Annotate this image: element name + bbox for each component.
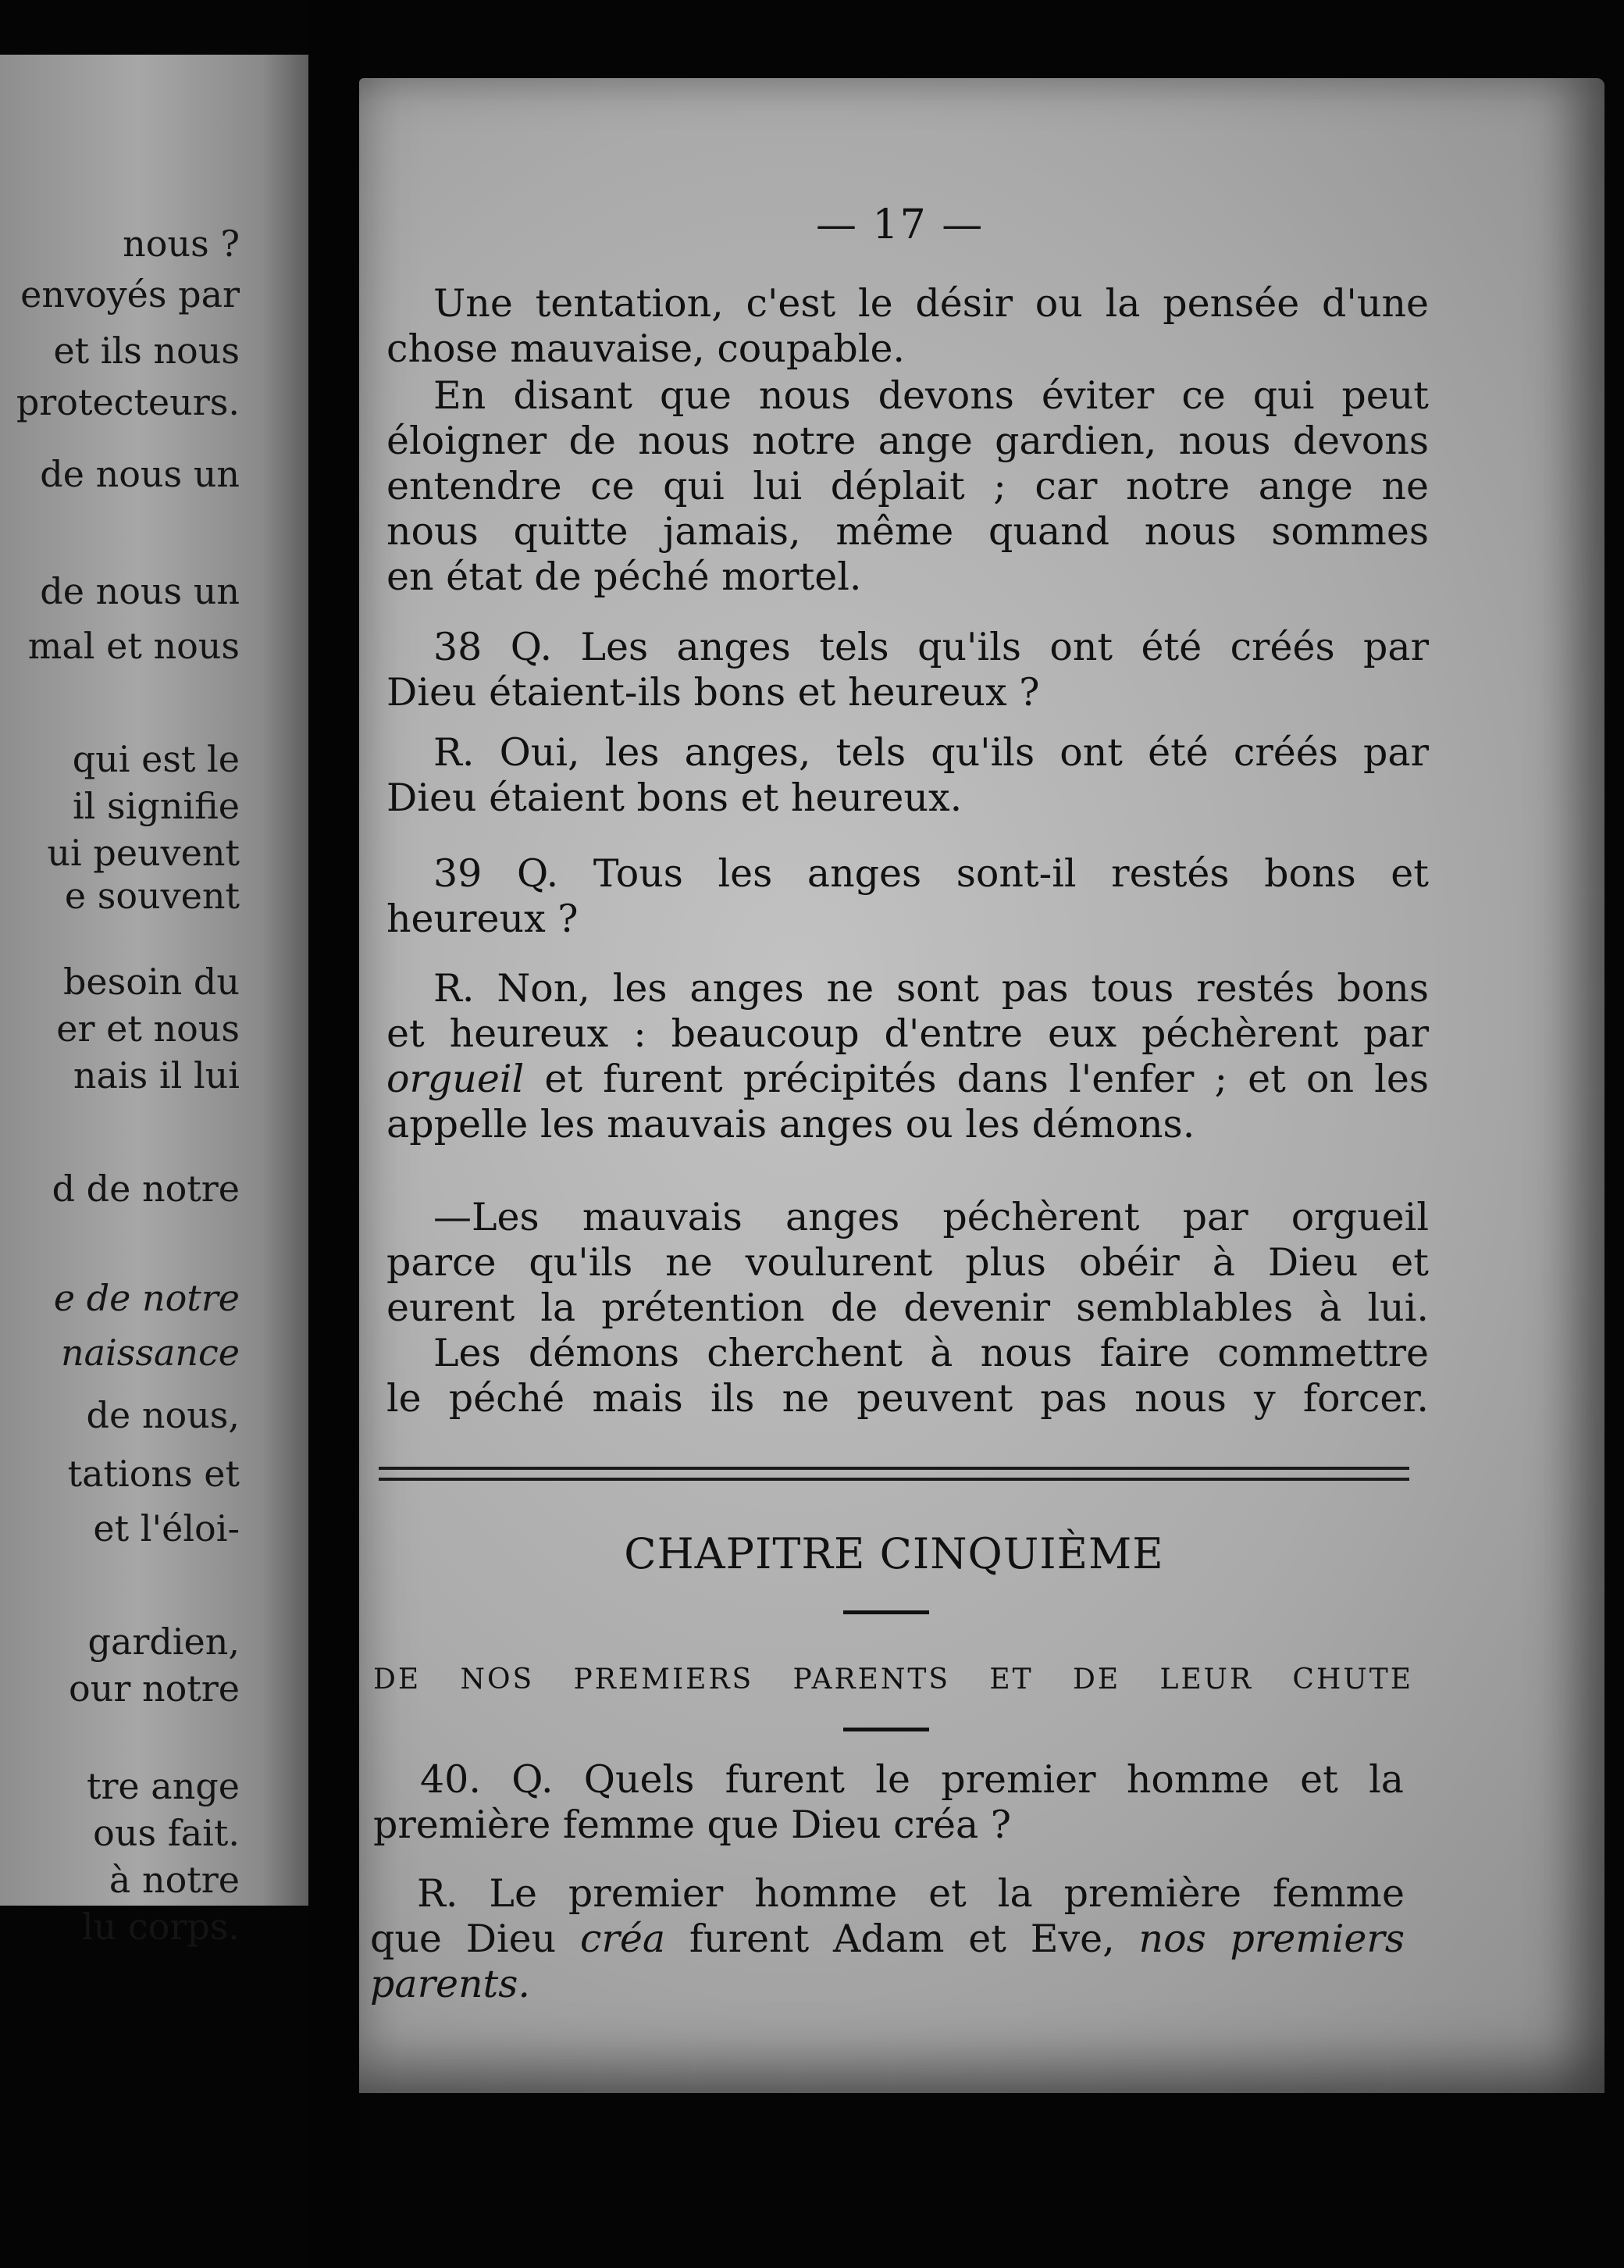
text-line: éloigner de nous notre ange gardien, nous devons: [386, 419, 1429, 463]
text-line: en état de péché mortel.: [386, 555, 862, 599]
left-page-line: nais il lui: [73, 1054, 240, 1097]
left-page-line: et ils nous: [53, 330, 240, 372]
text-line: 38 Q. Les anges tels qu'ils ont été créés par: [433, 625, 1429, 669]
text-line: première femme que Dieu créa ?: [373, 1803, 1012, 1847]
text-line: et heureux : beaucoup d'entre eux péchèrent par: [386, 1011, 1429, 1056]
answer-40: [370, 1871, 1405, 2007]
text-line: 40. Q. Quels furent le premier homme et la: [420, 1757, 1404, 1802]
italic-word: nos premiers: [1138, 1917, 1405, 1961]
text-line: [386, 1057, 1429, 1102]
left-page-line: d de notre: [52, 1168, 240, 1210]
left-page-line: protecteurs.: [16, 381, 240, 423]
left-page-line: qui est le: [72, 738, 240, 780]
text-line: entendre ce qui lui déplait ; car notre ange ne: [386, 464, 1429, 508]
section-rule-top: [379, 1467, 1409, 1470]
left-page-line: de nous un: [40, 453, 240, 495]
text-line: parce qu'ils ne voulurent plus obéir à Dieu et: [386, 1240, 1429, 1285]
italic-word: créa: [580, 1917, 666, 1961]
left-page-line: de nous un: [40, 570, 240, 612]
text-line: R. Non, les anges ne sont pas tous restés bons: [433, 966, 1429, 1011]
title-rule: [843, 1610, 929, 1614]
left-page-line: tre ange: [86, 1765, 240, 1807]
text-line: —Les mauvais anges péchèrent par orgueil: [433, 1195, 1429, 1239]
text-line: nous quitte jamais, même quand nous sommes: [386, 509, 1429, 554]
left-page-line: ui peuvent: [47, 832, 240, 874]
left-page-line: e souvent: [64, 875, 240, 917]
text-line: heureux ?: [386, 897, 579, 941]
paragraph-mauvais-anges: [386, 1195, 1429, 1421]
text-line: appelle les mauvais anges ou les démons.: [386, 1102, 1195, 1146]
left-page-line: naissance: [60, 1332, 240, 1374]
left-page-line: our notre: [69, 1667, 240, 1710]
left-page-line: besoin du: [62, 961, 240, 1003]
page-number: — 17 —: [816, 201, 985, 248]
text-fragment: et furent précipités dans l'enfer ; et on les: [524, 1057, 1429, 1101]
left-page-line: ous fait.: [93, 1812, 240, 1854]
question-38: [386, 625, 1429, 715]
left-page-line: gardien,: [87, 1621, 240, 1663]
text-line: En disant que nous devons éviter ce qui peut: [433, 373, 1429, 418]
text-line: Dieu étaient-ils bons et heureux ?: [386, 670, 1040, 715]
left-page-line: lu corps.: [81, 1906, 240, 1948]
text-line: R. Oui, les anges, tels qu'ils ont été créés par: [433, 730, 1429, 775]
subtitle-rule: [843, 1728, 929, 1731]
text-line: chose mauvaise, coupable.: [386, 326, 906, 371]
paragraph-tentation: [386, 281, 1429, 372]
left-page-line: de nous,: [86, 1394, 240, 1436]
left-page-line: e de notre: [53, 1277, 240, 1319]
left-page-line: tations et: [67, 1453, 240, 1495]
text-fragment: que Dieu: [370, 1917, 581, 1961]
text-line: Une tentation, c'est le désir ou la pensée d'une: [433, 281, 1429, 326]
left-page-line: envoyés par: [20, 273, 240, 316]
text-line: parents.: [370, 1962, 530, 2006]
left-page-line: nous ?: [123, 223, 240, 265]
left-page-line: er et nous: [56, 1007, 240, 1050]
text-line: Dieu étaient bons et heureux.: [386, 776, 963, 820]
left-page-line: à notre: [109, 1859, 240, 1901]
book-gutter: [308, 0, 359, 2268]
answer-39: [386, 966, 1429, 1147]
left-page-line: mal et nous: [27, 625, 240, 667]
paragraph-ange-gardien: [386, 373, 1429, 600]
text-line: 39 Q. Tous les anges sont-il restés bons et: [433, 851, 1429, 896]
chapter-subtitle: DE NOS PREMIERS PARENTS ET DE LEUR CHUTE: [373, 1664, 1413, 1696]
question-40: [373, 1757, 1404, 1848]
italic-word: orgueil: [386, 1057, 525, 1101]
text-line: R. Le premier homme et la première femme: [417, 1871, 1405, 1916]
left-page-line: et l'éloi-: [93, 1507, 240, 1549]
section-rule-bottom: [379, 1478, 1409, 1481]
left-page-line: il signifie: [72, 785, 240, 827]
left-facing-page: [0, 55, 308, 1948]
text-line: Les démons cherchent à nous faire commettre: [433, 1331, 1429, 1375]
text-line: le péché mais ils ne peuvent pas nous y forcer.: [386, 1376, 1429, 1421]
text-fragment: furent Adam et Eve,: [665, 1917, 1139, 1961]
text-line: eurent la prétention de devenir semblables à lui.: [386, 1286, 1429, 1330]
chapter-title: CHAPITRE CINQUIÈME: [624, 1529, 1164, 1578]
text-line: [370, 1917, 1405, 1962]
question-39: [386, 851, 1429, 942]
answer-38: [386, 730, 1429, 821]
